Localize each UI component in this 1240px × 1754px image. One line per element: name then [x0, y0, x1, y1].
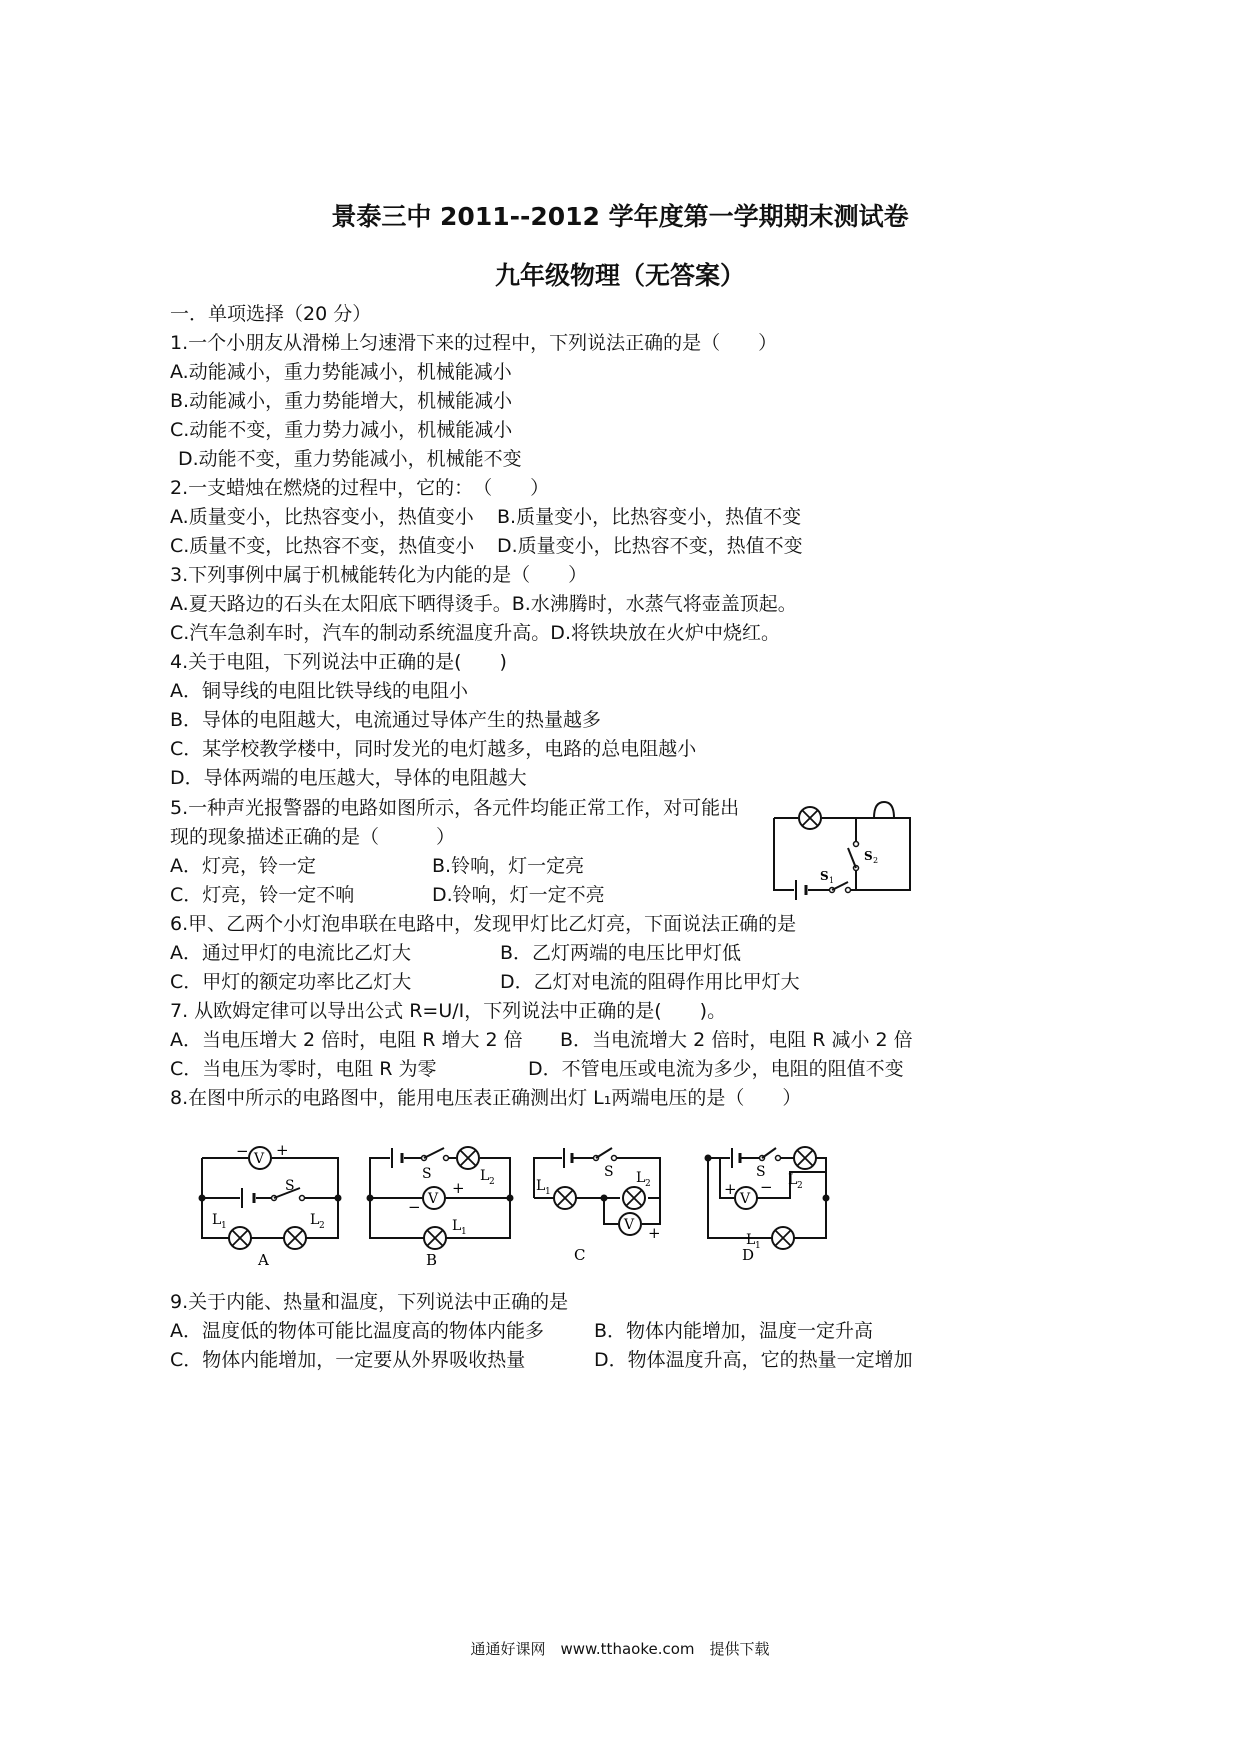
figure-label-c: C: [574, 1246, 586, 1264]
q3-options-ab: A.夏天路边的石头在太阳底下晒得烫手。B.水沸腾时，水蒸气将壶盖顶起。: [170, 593, 797, 615]
section-heading: 一．单项选择（20 分）: [170, 303, 372, 325]
q7-option-a: A．当电压增大 2 倍时，电阻 R 增大 2 倍: [170, 1029, 523, 1051]
lamp-label: L: [746, 1232, 756, 1248]
q5-stem-line1: 5.一种声光报警器的电路如图所示，各元件均能正常工作，对可能出: [170, 797, 740, 819]
switch-label: S: [756, 1164, 766, 1180]
minus-sign: −: [760, 1178, 773, 1196]
plus-sign: +: [648, 1224, 661, 1242]
q4-option-d: D．导体两端的电压越大，导体的电阻越大: [170, 767, 527, 789]
circuit-b: [367, 1147, 514, 1268]
q3-stem: 3.下列事例中属于机械能转化为内能的是（ ）: [170, 564, 588, 586]
q7-stem: 7. 从欧姆定律可以导出公式 R=U/I，下列说法中正确的是( )。: [170, 1000, 727, 1022]
q5-option-a: A．灯亮，铃一定: [170, 855, 316, 877]
switch-s2-icon: [848, 842, 859, 871]
q2-option-d: D.质量变小，比热容不变，热值不变: [497, 535, 803, 557]
q2-option-c: C.质量不变，比热容不变，热值变小: [170, 535, 475, 557]
q1-option-c: C.动能不变，重力势力减小，机械能减小: [170, 419, 513, 441]
q9-option-c: C．物体内能增加，一定要从外界吸收热量: [170, 1349, 526, 1371]
circuit-a: [199, 1141, 342, 1268]
q2-stem: 2.一支蜡烛在燃烧的过程中，它的： （ ）: [170, 477, 550, 499]
q6-option-c: C．甲灯的额定功率比乙灯大: [170, 971, 412, 993]
voltmeter-label: V: [624, 1217, 635, 1233]
lamp-label: L: [788, 1172, 798, 1188]
s2-label: S: [864, 849, 873, 863]
lamp-label: L: [536, 1178, 546, 1194]
q5-option-c: C．灯亮，铃一定不响: [170, 884, 355, 906]
voltmeter-label: V: [428, 1191, 439, 1207]
q4-option-a: A．铜导线的电阻比铁导线的电阻小: [170, 680, 468, 702]
q4-option-b: B．导体的电阻越大，电流通过导体产生的热量越多: [170, 709, 602, 731]
battery-icon: [796, 880, 806, 900]
exam-title: 景泰三中 2011--2012 学年度第一学期期末测试卷: [331, 202, 909, 231]
switch-label: S: [422, 1166, 432, 1182]
q9-option-a: A．温度低的物体可能比温度高的物体内能多: [170, 1320, 544, 1342]
circuit-c: [534, 1148, 661, 1264]
voltmeter-label: V: [254, 1151, 265, 1167]
q9-option-b: B．物体内能增加，温度一定升高: [594, 1320, 874, 1342]
q3-options-cd: C.汽车急刹车时，汽车的制动系统温度升高。D.将铁块放在火炉中烧红。: [170, 622, 780, 644]
lamp-label-subscript: 1: [755, 1241, 761, 1251]
lamp-label-subscript: 2: [319, 1221, 325, 1231]
voltmeter-label: V: [740, 1191, 751, 1207]
q2-option-a: A.质量变小，比热容变小，热值变小: [170, 506, 474, 528]
q4-stem: 4.关于电阻，下列说法中正确的是( ): [170, 651, 507, 673]
exam-subtitle: 九年级物理（无答案）: [494, 261, 745, 290]
q9-option-d: D．物体温度升高，它的热量一定增加: [594, 1349, 913, 1371]
lamp-label-subscript: 2: [797, 1181, 803, 1191]
q6-option-d: D．乙灯对电流的阻碍作用比甲灯大: [500, 971, 800, 993]
q5-stem-line2: 现的现象描述正确的是（ ）: [170, 826, 456, 848]
lamp-label-subscript: 1: [461, 1227, 467, 1237]
bell-icon: [871, 802, 897, 818]
circuit-d: [705, 1147, 830, 1264]
lamp-icon: [799, 807, 821, 829]
lamp-label: L: [310, 1212, 320, 1228]
q5-option-b: B.铃响，灯一定亮: [432, 855, 585, 877]
q1-stem: 1.一个小朋友从滑梯上匀速滑下来的过程中，下列说法正确的是（ ）: [170, 332, 778, 354]
q1-option-b: B.动能减小，重力势能增大，机械能减小: [170, 390, 513, 412]
q5-circuit-diagram: [760, 790, 920, 900]
lamp-label-subscript: 2: [489, 1177, 495, 1187]
lamp-label: L: [480, 1168, 490, 1184]
switch-label: S: [285, 1178, 295, 1194]
q1-option-d: D.动能不变，重力势能减小，机械能不变: [178, 448, 522, 470]
q1-option-a: A.动能减小，重力势能减小，机械能减小: [170, 361, 512, 383]
q7-option-d: D．不管电压或电流为多少，电阻的阻值不变: [528, 1058, 904, 1080]
lamp-label: L: [636, 1170, 646, 1186]
lamp-label-subscript: 1: [545, 1187, 551, 1197]
figure-label-b: B: [426, 1251, 438, 1268]
q6-option-a: A．通过甲灯的电流比乙灯大: [170, 942, 411, 964]
q2-option-b: B.质量变小，比热容变小，热值不变: [497, 506, 802, 528]
lamp-label: L: [452, 1218, 462, 1234]
q4-option-c: C．某学校教学楼中，同时发光的电灯越多，电路的总电阻越小: [170, 738, 697, 760]
figure-label-a: A: [258, 1251, 269, 1268]
s1-label-subscript: 1: [829, 876, 835, 885]
minus-sign: −: [236, 1142, 249, 1160]
figure-label-d: D: [742, 1246, 755, 1264]
q6-option-b: B．乙灯两端的电压比甲灯低: [500, 942, 742, 964]
lamp-label-subscript: 1: [221, 1221, 227, 1231]
q5-option-d: D.铃响，灯一定不亮: [432, 884, 605, 906]
q8-circuit-diagrams: [190, 1138, 840, 1268]
lamp-label-subscript: 2: [645, 1179, 651, 1189]
q9-stem: 9.关于内能、热量和温度，下列说法中正确的是: [170, 1291, 569, 1313]
q7-option-b: B．当电流增大 2 倍时，电阻 R 减小 2 倍: [560, 1029, 913, 1051]
page-footer: 通通好课网 www.tthaoke.com 提供下载: [470, 1640, 770, 1658]
s2-label-subscript: 2: [873, 856, 879, 865]
minus-sign: −: [408, 1198, 421, 1216]
switch-label: S: [604, 1164, 614, 1180]
lamp-label: L: [212, 1212, 222, 1228]
plus-sign: +: [276, 1141, 289, 1159]
q6-stem: 6.甲、乙两个小灯泡串联在电路中，发现甲灯比乙灯亮，下面说法正确的是: [170, 913, 797, 935]
plus-sign: +: [724, 1180, 737, 1198]
plus-sign: +: [452, 1179, 465, 1197]
q7-option-c: C．当电压为零时，电阻 R 为零: [170, 1058, 437, 1080]
q8-stem: 8.在图中所示的电路图中，能用电压表正确测出灯 L₁两端电压的是（ ）: [170, 1087, 802, 1109]
s1-label: S: [820, 869, 829, 883]
